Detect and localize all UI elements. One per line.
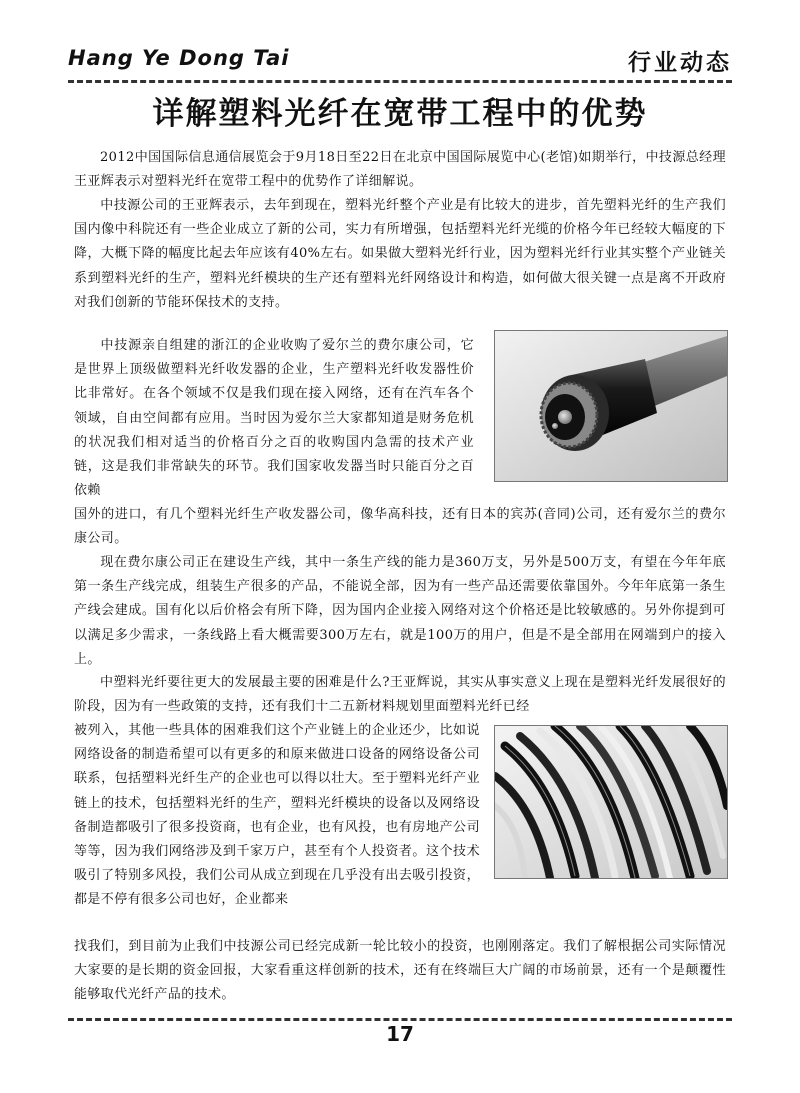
paragraph-text: 中塑料光纤要往更大的发展最主要的困难是什么?王亚辉说，其实从事实意义上现在是塑料光纤发展很好的阶段，因为有一些政策的支持，还有我们十二五新材料规划里面塑料光纤已经 [74, 675, 726, 715]
paragraph-text: 2012中国国际信息通信展览会于9月18日至22日在北京中国国际展览中心(老馆)如期举行，中技源总经理王亚辉表示对塑料光纤在宽带工程中的优势作了详细解说。 [74, 150, 726, 190]
page-header [68, 44, 732, 86]
paragraph-text: 中技源公司的王亚辉表示，去年到现在，塑料光纤整个产业是有比较大的进步，首先塑料光纤的生产我们国内像中科院还有一些企业成立了新的公司，实力有所增强，包括塑料光纤光缆的价格今年已经较大幅度的下降，大概下降的幅度比起去年应该有40%左右。如果做大塑料光纤行业，因为塑料光纤行业其实整个产业链关系到塑料光纤的生产，塑料光纤模块的生产还有塑料光纤网络设计和构造，如何做大很关键一点是离不开政府对我们创新的节能环保技术的支持。 [74, 198, 726, 310]
paragraph-5-side [74, 719, 480, 913]
article-title: 详解塑料光纤在宽带工程中的优势 [152, 96, 648, 132]
section-label-pinyin: Hang Ye Dong Tai [68, 46, 290, 70]
paragraph-text: 国外的进口，有几个塑料光纤生产收发器公司，像华高科技，还有日本的宾苏(音同)公司，还有爱尔兰的费尔康公司。 [74, 507, 726, 547]
connector-illustration [495, 331, 727, 481]
paragraph-text: 中技源亲自组建的浙江的企业收购了爱尔兰的费尔康公司，它是世界上顶级做塑料光纤收发器的企业，生产塑料光纤收发器性价比非常好。在各个领域不仅是我们现在接入网络，还有在汽车各个领域，自由空间都有应用。当时因为爱尔兰大家都知道是财务危机的状况我们相对适当的价格百分之百的收购国内急需的技术产业链，这是我们非常缺失的环节。我们国家收发器当时只能百分之百依赖 [74, 338, 474, 499]
paragraph-2 [74, 194, 726, 315]
paragraph-1 [74, 146, 726, 194]
paragraph-3-continued [74, 503, 726, 551]
connector-photo [494, 330, 728, 482]
paragraph-5 [74, 671, 726, 719]
footer-divider [68, 1018, 732, 1021]
paragraph-text: 被列入，其他一些具体的困难我们这个产业链上的企业还少，比如说网络设备的制造希望可以有更多的和原来做进口设备的网络设备公司联系，包括塑料光纤生产的企业也可以得以壮大。至于塑料光纤产业链上的技术，包括塑料光纤的生产，塑料光纤模块的设备以及网络设备制造都吸引了很多投资商，也有企业，也有风投，也有房地产公司等等，因为我们网络涉及到千家万户，甚至有个人投资者。这个技术吸引了特别多风投，我们公司从成立到现在几乎没有出去吸引投资，都是不停有很多公司也好，企业都来 [74, 723, 480, 908]
paragraph-text: 现在费尔康公司正在建设生产线，其中一条生产线的能力是360万支，另外是500万支，有望在今年年底第一条生产线完成，组装生产很多的产品，不能说全部，因为有一些产品还需要依靠国外。今年年底第一条生产线会建成。国有化以后价格会有所下降，因为国内企业接入网络对这个价格还是比较敏感的。另外你提到可以满足多少需求，一条线路上看大概需要300万左右，就是100万的用户，但是不是全部用在网端到户的接入上。 [74, 555, 726, 667]
section-label-chinese: 行业动态 [628, 50, 732, 76]
paragraph-3 [74, 334, 474, 503]
fiber-cables-photo [494, 725, 728, 879]
fiber-cables-illustration [495, 726, 727, 878]
header-divider [68, 80, 732, 83]
page-number: 17 [386, 1022, 414, 1046]
paragraph-4 [74, 551, 726, 672]
paragraph-text: 找我们，到目前为止我们中技源公司已经完成新一轮比较小的投资，也刚刚落定。我们了解根据公司实际情况大家要的是长期的资金回报，大家看重这样创新的技术，还有在终端巨大广阔的市场前景，还有一个是颠覆性能够取代光纤产品的技术。 [74, 939, 726, 1003]
paragraph-5-continued [74, 935, 726, 1008]
